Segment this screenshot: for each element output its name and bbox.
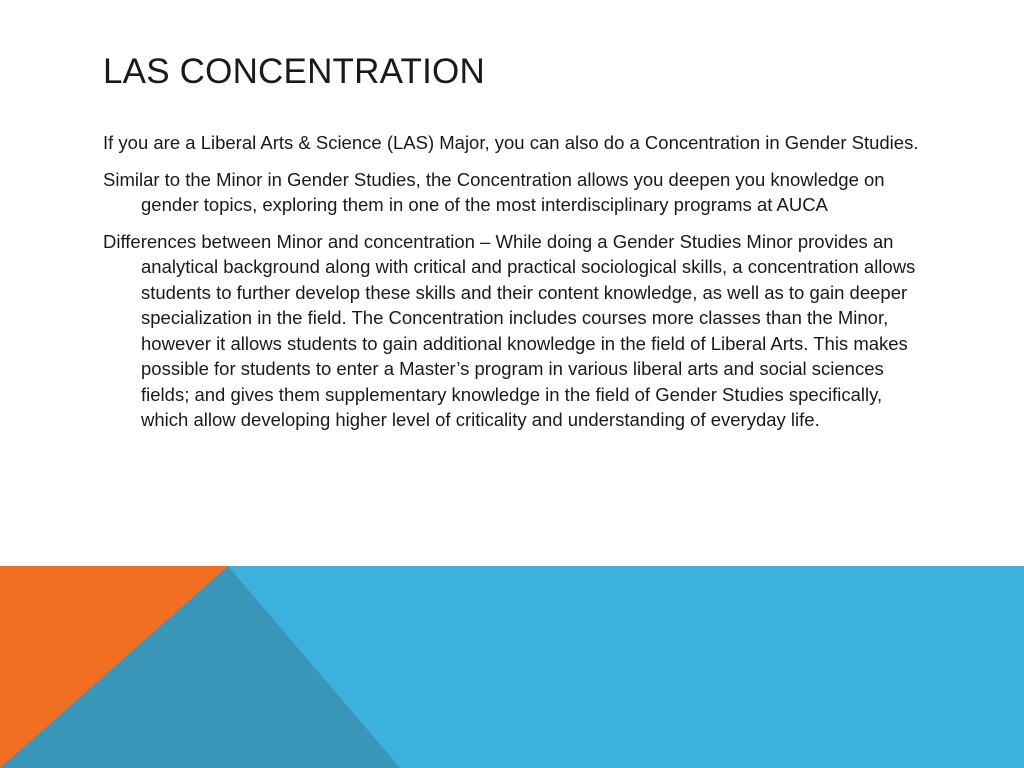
paragraph-differences: Differences between Minor and concentration – While doing a Gender Studies Minor provides an analytical background along with critical and practical sociological skills, a concentration allows students to further develop these skills and their content knowledge, as well as to gain deeper specialization in the field. The Concentration includes courses more classes than the Minor, however it allows students to gain additional knowledge in the field of Liberal Arts. This makes possible for students to enter a Master’s program in various liberal arts and social sciences fields; and gives them supplementary knowledge in the field of Gender Studies specifically, which allow developing higher level of criticality and understanding of everyday life.	[103, 230, 916, 430]
paragraph-similar-minor: Similar to the Minor in Gender Studies, the Concentration allows you deepen you knowledge on gender topics, exploring them in one of the most interdisciplinary programs at AUCA	[103, 168, 885, 215]
slide-body	[103, 130, 933, 444]
decorative-color-band	[0, 566, 1024, 768]
paragraph-las-major: If you are a Liberal Arts & Science (LAS) Major, you can also do a Concentration in Gender Studies.	[103, 132, 919, 153]
slide-title: LAS CONCENTRATION	[103, 52, 485, 91]
